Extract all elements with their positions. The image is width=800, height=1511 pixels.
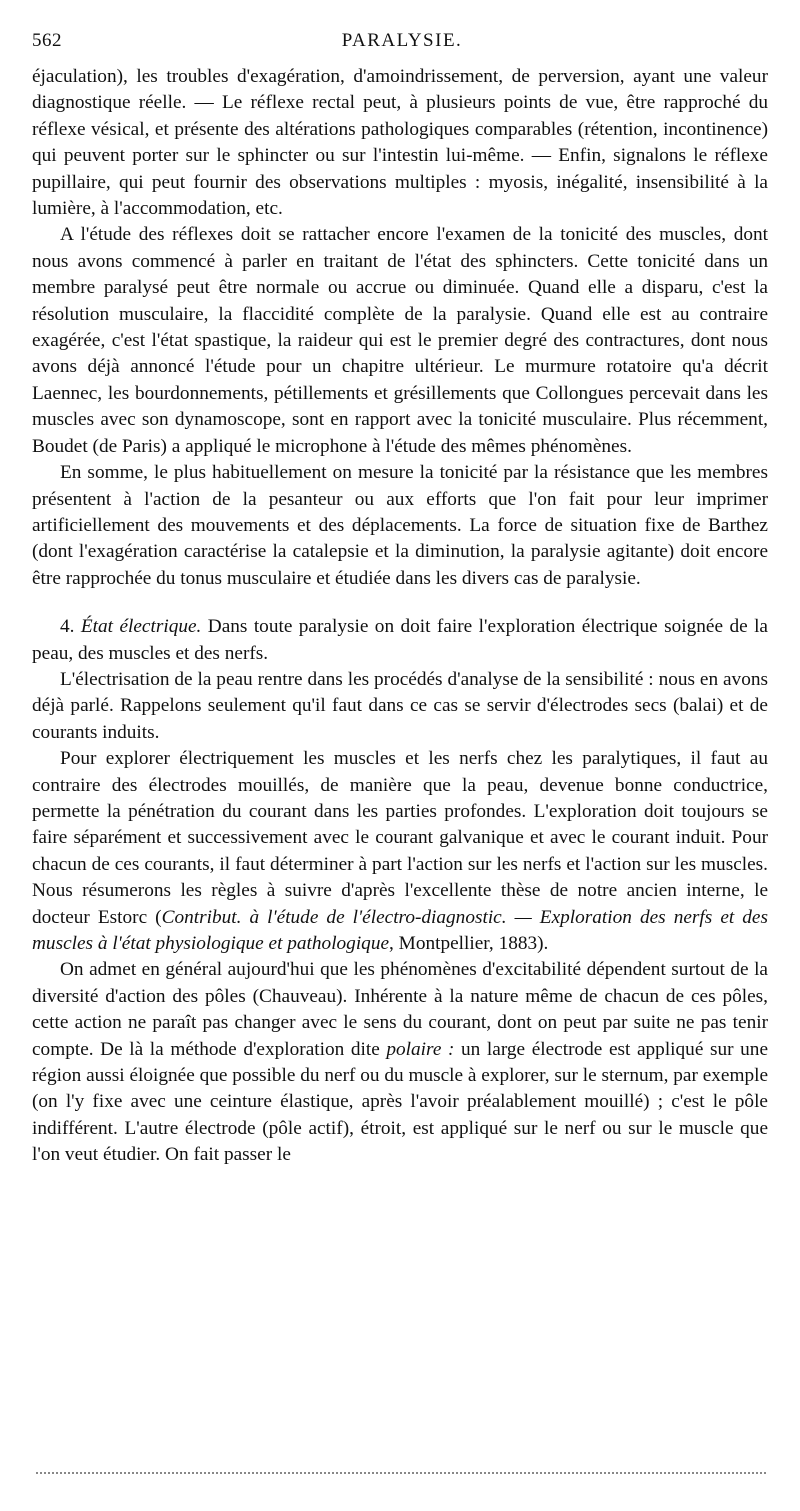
section-title: État électrique. [80,616,202,638]
paragraph-muscle-tonicity: A l'étude des réflexes doit se rattacher encore l'examen de la tonicité des muscles, dont nous avons commencé à parler en traitant de l'état des sphincters. Cette tonicité dans un membre paralysé peut être normale ou accrue ou diminuée. Quand elle a disparu, c'est la résolution musculaire, la flaccidité complète de la paralysie. Quand elle est au contraire exagérée, c'est l'état spastique, la raideur qui est le premier degré des contractures, dont nous avons déjà annoncé l'étude pour un chapitre ultérieur. Le murmure rotatoire qu'a décrit Laennec, les bourdonnements, pétillements et grésillements que Collongues percevait dans les muscles avec son dynamoscope, sont en rapport avec la tonicité musculaire. Plus récemment, Boudet (de Paris) a appliqué le microphone à l'étude des mêmes phénomènes. [32,224,768,457]
paragraph-text: un large électrode est appliqué sur une région aussi éloignée que possible du nerf ou du muscle à explorer, sur le sternum, par exemple (on l'y fixe avec une ceinture élastique, après l'avoir préalablement mouillé) ; c'est le pôle indifférent. L'autre électrode (pôle actif), étroit, est appliqué sur le nerf ou sur le muscle que l'on veut étudier. On fait passer le [32,1038,768,1166]
section-intro-text: Dans toute paralysie on doit faire l'exploration électrique soignée de la peau, des muscles et des nerfs. [32,616,768,664]
section-spacer [32,592,768,614]
page-number: 562 [32,30,62,51]
section-number: 4. [60,616,75,638]
paragraph-tonicity-measurement: En somme, le plus habituellement on mesure la tonicité par la résistance que les membres présentent à l'action de la pesanteur ou aux efforts que l'on fait pour leur imprimer artificiellement des mouvements et des déplacements. La force de situation fixe de Barthez (dont l'exagération caractérise la catalepsie et la diminution, la paralysie agitante) doit encore être rapprochée du tonus musculaire et étudiée dans les divers cas de paralysie. [32,462,768,589]
body-text [32,64,768,1169]
section-electrical-state [32,614,768,667]
paragraph-reflexes-continued: éjaculation), les troubles d'exagération, d'amoindrissement, de perversion, ayant une valeur diagnostique réelle. — Le réflexe rectal peut, à plusieurs points de vue, être rapproché du réflexe vésical, et présente des altérations pathologiques comparables (rétention, incontinence) qui peuvent porter sur le sphincter ou sur l'intestin lui-même. — Enfin, signalons le réflexe pupillaire, qui peut fournir des observations multiples : myosis, inégalité, insensibilité à la lumière, à l'accommodation, etc. [32,66,768,220]
citation-title: Contribut. à l'étude de l'électro-diagnostic. — Exploration des nerfs et des muscles à l'état physiologique et pathologique [32,906,768,954]
paragraph-text: , Montpellier, 1883). [389,933,549,954]
page-header [32,30,772,58]
running-title: PARALYSIE. [341,30,463,51]
paragraph-text: On admet en général aujourd'hui que les phénomènes d'excitabilité dépendent surtout de la diversité d'action des pôles (Chauveau). Inhérente à la nature même de chacun de ces pôles, cette action ne paraît pas changer avec le sens du courant, dont on peut par suite ne pas tenir compte. De là la méthode d'exploration dite [32,959,768,1060]
paragraph-text: Pour explorer électriquement les muscles et les nerfs chez les paralytiques, il faut au contraire des électrodes mouillés, de manière que la peau, devenue bonne conductrice, permette la pénétration du courant dans les parties profondes. L'exploration doit toujours se faire séparément et successivement avec le courant galvanique et avec le courant induit. Pour chacun de ces courants, il faut déterminer à part l'action sur les nerfs et l'action sur les muscles. Nous résumerons les règles à suivre d'après l'excellente thèse de notre ancien interne, le docteur Estorc ( [32,748,768,928]
paragraph-muscle-nerve-exploration [32,746,768,957]
paragraph-skin-electrisation: L'électrisation de la peau rentre dans les procédés d'analyse de la sensibilité : nous en avons déjà parlé. Rappelons seulement qu'il faut dans ce cas se servir d'électrodes secs (balai) et de courants induits. [32,668,768,743]
footer-dotted-rule [36,1472,766,1474]
polar-term: polaire : [386,1038,455,1060]
paragraph-polar-method [32,957,768,1168]
